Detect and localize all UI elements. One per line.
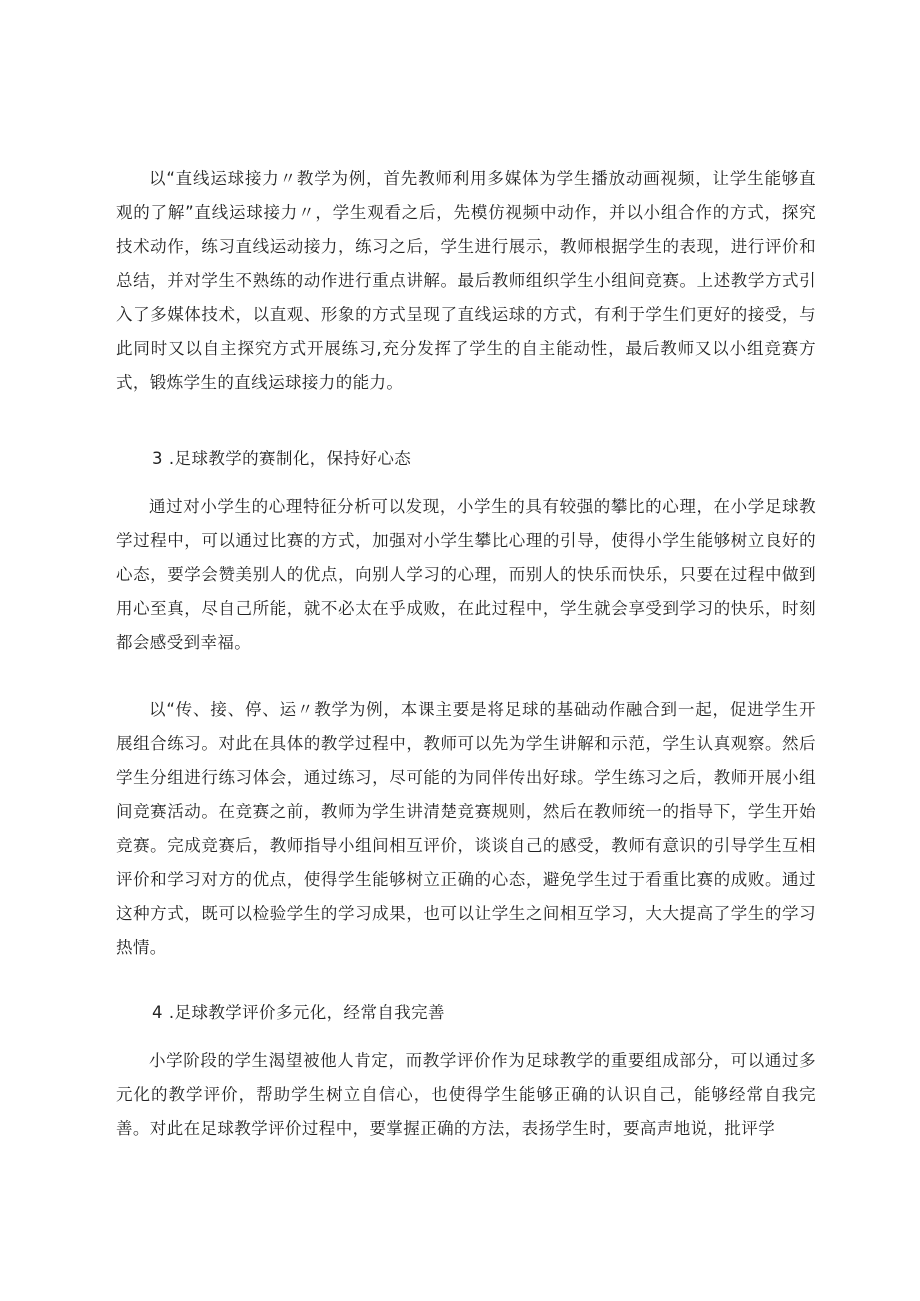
section-heading-4-text: .足球教学评价多元化，经常自我完善 [168,1003,445,1022]
paragraph-diversified-evaluation: 小学阶段的学生渴望被他人肯定，而教学评价作为足球教学的重要组成部分，可以通过多元化的教学评价，帮助学生树立自信心，也使得学生能够正确的认识自己，能够经常自我完善。对此在足球教学评价过程中，要掌握正确的方法，表扬学生时，要高声地说，批评学 [116,1051,816,1138]
section-heading-4-number: 4 [152,1003,163,1022]
section-heading-4 [152,996,852,1030]
paragraph-straight-dribble-relay: 以“直线运球接力〃教学为例，首先教师利用多媒体为学生播放动画视频，让学生能够直观的了解”直线运球接力〃，学生观看之后，先模仿视频中动作，并以小组合作的方式，探究技术动作，练习直线运动接力，练习之后，学生进行展示，教师根据学生的表现，进行评价和总结，并对学生不熟练的动作进行重点讲解。最后教师组织学生小组间竞赛。上述教学方式引入了多媒体技术，以直观、形象的方式呈现了直线运球的方式，有利于学生们更好的接受，与此同时又以自主探究方式开展练习,充分发挥了学生的自主能动性，最后教师又以小组竞赛方式，锻炼学生的直线运球接力的能力。 [116,169,816,392]
section-heading-3-text: .足球教学的赛制化，保持好心态 [168,449,412,468]
section-heading-3 [152,442,852,476]
paragraph-pass-receive-stop-dribble: 以“传、接、停、运〃教学为例，本课主要是将足球的基础动作融合到一起，促进学生开展组合练习。对此在具体的教学过程中，教师可以先为学生讲解和示范，学生认真观察。然后学生分组进行练习体会，通过练习，尽可能的为同伴传出好球。学生练习之后，教师开展小组间竞赛活动。在竞赛之前，教师为学生讲清楚竞赛规则，然后在教师统一的指导下，学生开始竞赛。完成竞赛后，教师指导小组间相互评价，谈谈自己的感受，教师有意识的引导学生互相评价和学习对方的优点，使得学生能够树立正确的心态，避免学生过于看重比赛的成败。通过这种方式，既可以检验学生的学习成果，也可以让学生之间相互学习，大大提高了学生的学习热情。 [116,700,816,957]
paragraph-competition-mindset: 通过对小学生的心理特征分析可以发现，小学生的具有较强的攀比的心理，在小学足球教学过程中，可以通过比赛的方式，加强对小学生攀比心理的引导，使得小学生能够树立良好的心态，要学会赞美别人的优点，向别人学习的心理，而别人的快乐而快乐，只要在过程中做到用心至真，尽自己所能，就不必太在乎成败，在此过程中，学生就会享受到学习的快乐，时刻都会感受到幸福。 [116,497,816,652]
section-heading-3-number: 3 [152,449,163,468]
